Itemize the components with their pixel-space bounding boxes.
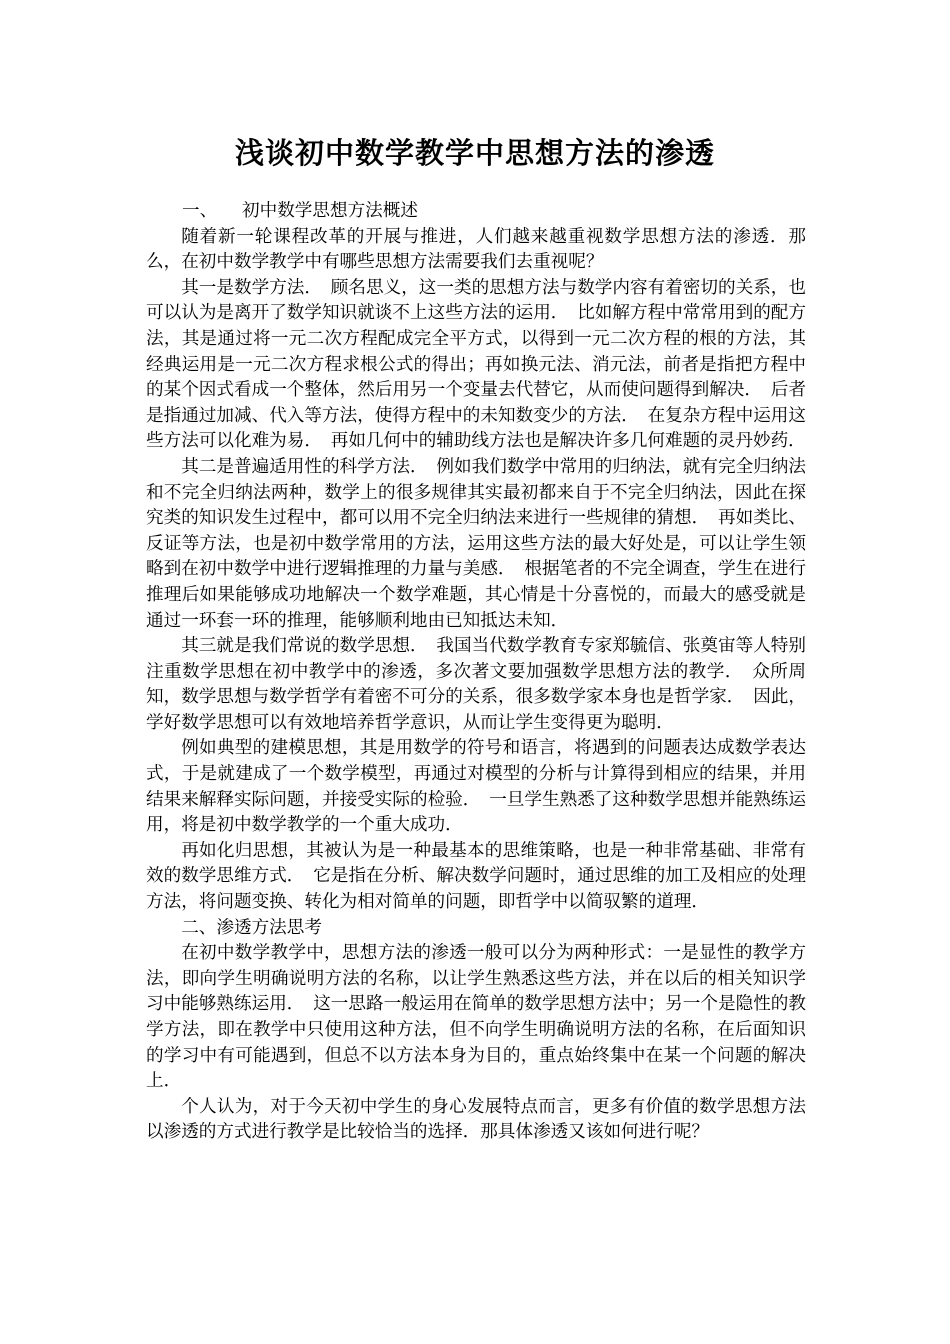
section-1-heading: [146, 199, 806, 225]
paragraph: 其三就是我们常说的数学思想． 我国当代数学教育专家郑毓信、张奠宙等人特别注重数学思想在初中教学中的渗透，多次著文要加强数学思想方法的教学． 众所周知，数学思想与数学哲学有着密不可分的关系，很多数学家本身也是哲学家． 因此，学好数学思想可以有效地培养哲学意识，从而让学生变得更为聪明．: [146, 636, 806, 733]
section-1-number: 一、: [182, 201, 218, 221]
paragraph: 例如典型的建模思想，其是用数学的符号和语言，将遇到的问题表达成数学表达式，于是就建成了一个数学模型，再通过对模型的分析与计算得到相应的结果，并用结果来解释实际问题，并接受实际的检验． 一旦学生熟悉了这种数学思想并能熟练运用，将是初中数学教学的一个重大成功．: [146, 738, 806, 836]
paragraph: 随着新一轮课程改革的开展与推进，人们越来越重视数学思想方法的渗透．那么，在初中数学教学中有哪些思想方法需要我们去重视呢？: [146, 226, 806, 273]
paragraph: 个人认为，对于今天初中学生的身心发展特点而言，更多有价值的数学思想方法以渗透的方式进行教学是比较恰当的选择．那具体渗透又该如何进行呢？: [146, 1096, 806, 1143]
paragraph: 再如化归思想，其被认为是一种最基本的思维策略，也是一种非常基础、非常有效的数学思维方式． 它是指在分析、解决数学问题时，通过思维的加工及相应的处理方法，将问题变换、转化为相对简单的问题，即哲学中以简驭繁的道理．: [146, 840, 806, 913]
document-body: [146, 199, 806, 1146]
paragraph: 其一是数学方法． 顾名思义，这一类的思想方法与数学内容有着密切的关系，也可以认为是离开了数学知识就谈不上这些方法的运用． 比如解方程中常常用到的配方法，其是通过将一元二次方程配成完全平方式，以得到一元二次方程的根的方法，其经典运用是一元二次方程求根公式的得出；再如换元法、消元法，前者是指把方程中的某个因式看成一个整体，然后用另一个变量去代替它，从而使问题得到解决． 后者是指通过加减、代入等方法，使得方程中的未知数变少的方法． 在复杂方程中运用这些方法可以化难为易． 再如几何中的辅助线方法也是解决许多几何难题的灵丹妙药．: [146, 277, 806, 452]
section-1-title: 初中数学思想方法概述: [242, 201, 418, 221]
section-2-heading: 二、渗透方法思考: [181, 917, 322, 938]
paragraph: 其二是普遍适用性的科学方法． 例如我们数学中常用的归纳法，就有完全归纳法和不完全归纳法两种，数学上的很多规律其实最初都来自于不完全归纳法，因此在探究类的知识发生过程中，都可以用不完全归纳法来进行一些规律的猜想． 再如类比、反证等方法，也是初中数学常用的方法，运用这些方法的最大好处是，可以让学生领略到在初中数学中进行逻辑推理的力量与美感． 根据笔者的不完全调查，学生在进行推理后如果能够成功地解决一个数学难题，其心情是十分喜悦的，而最大的感受就是通过一环套一环的推理，能够顺利地由已知抵达未知．: [146, 456, 806, 631]
paragraph: 在初中数学教学中，思想方法的渗透一般可以分为两种形式：一是显性的教学方法，即向学生明确说明方法的名称，以让学生熟悉这些方法，并在以后的相关知识学习中能够熟练运用． 这一思路一般运用在简单的数学思想方法中；另一个是隐性的教学方法，即在教学中只使用这种方法，但不向学生明确说明方法的名称，在后面知识的学习中有可能遇到，但总不以方法本身为目的，重点始终集中在某一个问题的解决上．: [146, 943, 806, 1092]
document-title: 浅谈初中数学教学中思想方法的渗透: [234, 136, 715, 170]
